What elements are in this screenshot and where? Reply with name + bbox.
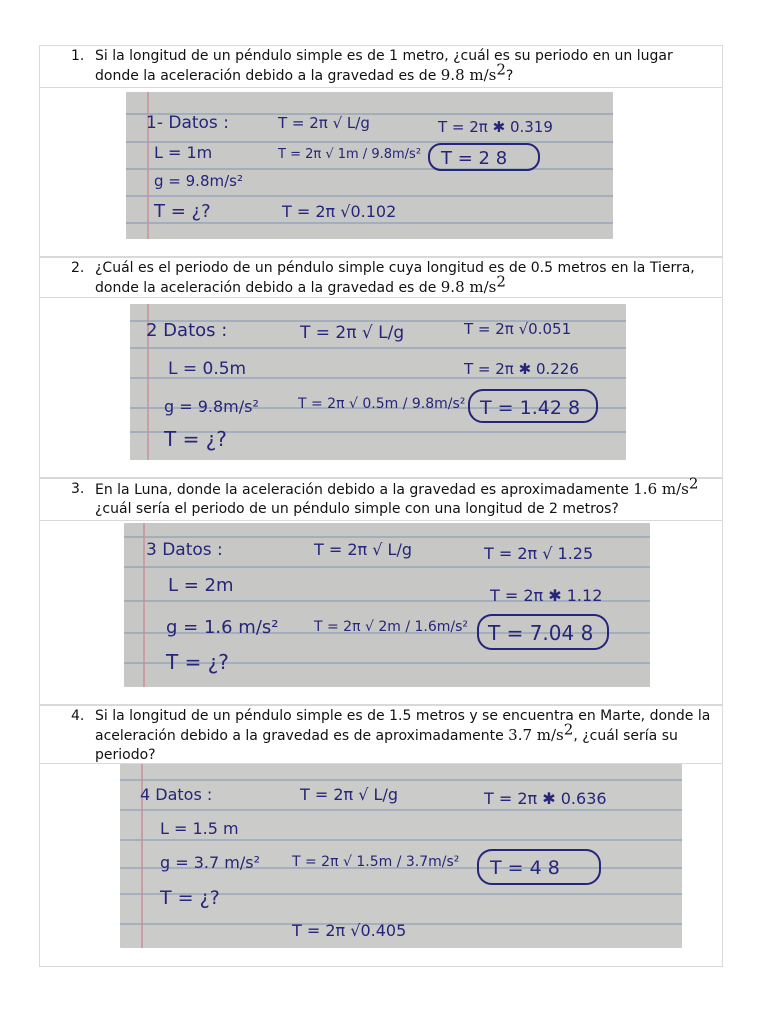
- note-line: T = 2π √ 1m / 9.8m/s²: [278, 147, 422, 162]
- gravity-value: 9.8 m/s: [440, 66, 497, 84]
- note-line: g = 1.6 m/s²: [166, 617, 279, 638]
- gravity-value: 9.8 m/s: [440, 278, 497, 296]
- question-text-end: , ¿cuál sería su periodo?: [95, 728, 678, 763]
- note-line: T = ¿?: [164, 427, 227, 451]
- question-text: Si la longitud de un péndulo simple es de 1.5 metros y se encuentra en Marte, donde la aceleración debido a la gravedad es de aproximadamente: [95, 708, 711, 744]
- exponent: 2: [688, 474, 699, 493]
- question-text-end: ?: [505, 68, 514, 84]
- note-line: T = 2π √0.102: [282, 202, 397, 221]
- handwritten-notes-photo-3: [124, 523, 650, 687]
- question-2: [39, 257, 723, 297]
- note-line: T = ¿?: [154, 201, 211, 222]
- note-line: L = 0.5m: [168, 359, 247, 379]
- note-line: T = 2π √ 1.25: [484, 544, 594, 563]
- note-line: T = ¿?: [160, 887, 220, 909]
- exponent: 2: [563, 720, 574, 739]
- note-line: T = 2π ✱ 0.226: [464, 360, 579, 378]
- note-line: T = 2π √0.405: [292, 921, 407, 940]
- note-line: T = 2π √ L/g: [314, 540, 412, 559]
- answer-cell-2: [39, 297, 723, 478]
- note-line: T = 2π √ L/g: [278, 114, 370, 132]
- question-4: [39, 705, 723, 763]
- note-line: T = 2π ✱ 1.12: [490, 586, 603, 605]
- question-number: 4.: [71, 708, 85, 724]
- note-line: T = 2π √ 0.5m / 9.8m/s²: [298, 396, 466, 412]
- note-line: g = 9.8m/s²: [164, 397, 259, 416]
- note-line: 1- Datos :: [146, 113, 229, 133]
- final-result: T = 4 8: [490, 857, 560, 879]
- question-number: 1.: [71, 48, 85, 64]
- gravity-value: 3.7 m/s: [508, 726, 564, 744]
- question-3: [39, 474, 723, 520]
- question-text: Si la longitud de un péndulo simple es de 1 metro, ¿cuál es su periodo en un lugar donde la aceleración debido a la gravedad es de: [95, 48, 673, 84]
- question-number: 3.: [71, 481, 85, 497]
- note-line: T = 2π √ 2m / 1.6m/s²: [314, 619, 469, 635]
- final-result: T = 2 8: [441, 148, 508, 169]
- question-text-end: ¿cuál sería el periodo de un péndulo simple con una longitud de 2 metros?: [95, 501, 619, 517]
- note-line: T = 2π ✱ 0.636: [484, 789, 607, 808]
- question-text: ¿Cuál es el periodo de un péndulo simple cuya longitud es de 0.5 metros en la Tierra, donde la aceleración debido a la gravedad es de: [95, 260, 695, 296]
- note-line: L = 2m: [168, 575, 234, 596]
- question-text: En la Luna, donde la aceleración debido a la gravedad es aproximadamente: [95, 482, 634, 498]
- answer-cell-1: [39, 87, 723, 257]
- note-line: T = ¿?: [166, 650, 229, 674]
- note-line: 3 Datos :: [146, 540, 223, 560]
- handwritten-notes-photo-4: [120, 764, 682, 948]
- note-line: L = 1m: [154, 143, 213, 162]
- note-line: g = 3.7 m/s²: [160, 853, 260, 872]
- handwritten-notes-photo-2: [130, 304, 626, 460]
- final-result: T = 7.04 8: [488, 621, 594, 645]
- answer-cell-4: [39, 763, 723, 967]
- exponent: 2: [496, 272, 506, 291]
- note-line: T = 2π ✱ 0.319: [438, 118, 553, 136]
- note-line: L = 1.5 m: [160, 819, 239, 838]
- question-1: [39, 45, 723, 87]
- note-line: T = 2π √ 1.5m / 3.7m/s²: [292, 854, 460, 870]
- answer-cell-3: [39, 520, 723, 705]
- document: [39, 45, 723, 967]
- note-line: g = 9.8m/s²: [154, 172, 243, 190]
- question-number: 2.: [71, 260, 85, 276]
- gravity-value: 1.6 m/s: [633, 480, 689, 498]
- note-line: T = 2π √0.051: [464, 320, 572, 338]
- final-result: T = 1.42 8: [480, 397, 581, 419]
- exponent: 2: [496, 60, 506, 79]
- note-line: 4 Datos :: [140, 785, 213, 804]
- handwritten-notes-photo-1: [126, 92, 613, 239]
- note-line: 2 Datos :: [146, 320, 228, 341]
- note-line: T = 2π √ L/g: [300, 323, 405, 343]
- note-line: T = 2π √ L/g: [300, 785, 398, 804]
